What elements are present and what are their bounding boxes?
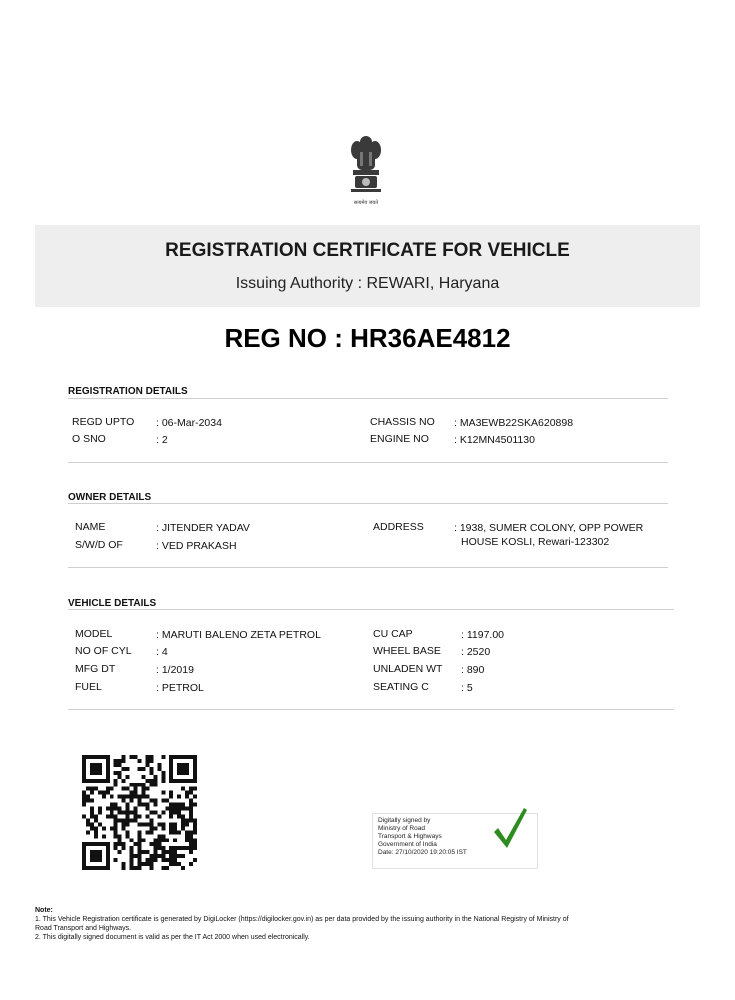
section-divider [68, 609, 674, 610]
chassis-no-value: : MA3EWB22SKA620898 [454, 417, 574, 429]
note-section [35, 906, 705, 942]
engine-no-label: ENGINE NO [370, 433, 429, 445]
note-line: 1. This Vehicle Registration certificate is generated by DigiLocker (https://digilocker.gov.in) as per data provided by the issuing authority in the National Registry of Ministry of [35, 916, 569, 923]
signature-date: Date: 27/10/2020 19:20:05 IST [378, 849, 467, 856]
note-line: 2. This digitally signed document is valid as per the IT Act 2000 when used electronically. [35, 934, 310, 941]
model-label: MODEL [75, 628, 113, 640]
model-value: : MARUTI BALENO ZETA PETROL [156, 629, 321, 641]
section-divider [68, 462, 668, 463]
owner-details-heading: OWNER DETAILS [68, 492, 152, 503]
o-sno-label: O SNO [72, 433, 106, 445]
unladen-wt-label: UNLADEN WT [373, 663, 443, 675]
registration-number: REG NO : HR36AE4812 [224, 323, 511, 353]
seating-c-value: : 5 [461, 682, 473, 694]
mfg-dt-value: : 1/2019 [156, 664, 194, 676]
mfg-dt-label: MFG DT [75, 663, 116, 675]
signature-line: Government of India [378, 841, 437, 848]
wheel-base-label: WHEEL BASE [373, 645, 441, 657]
seating-c-label: SEATING C [373, 681, 429, 693]
registration-details-heading: REGISTRATION DETAILS [68, 386, 188, 397]
section-divider [68, 398, 668, 399]
address-line2: HOUSE KOSLI, Rewari-123302 [461, 536, 610, 548]
no-of-cyl-label: NO OF CYL [75, 645, 132, 657]
signature-line: Transport & Highways [378, 833, 442, 840]
vehicle-details-heading: VEHICLE DETAILS [68, 598, 157, 609]
section-divider [68, 709, 674, 710]
section-divider [68, 503, 668, 504]
chassis-no-label: CHASSIS NO [370, 416, 435, 428]
no-of-cyl-value: : 4 [156, 646, 168, 658]
fuel-value: : PETROL [156, 682, 204, 694]
header-band [35, 225, 700, 307]
section-divider [68, 567, 668, 568]
certificate-title: REGISTRATION CERTIFICATE FOR VEHICLE [165, 240, 570, 261]
swd-of-label: S/W/D OF [75, 539, 123, 551]
unladen-wt-value: : 890 [461, 664, 485, 676]
swd-of-value: : VED PRAKASH [156, 540, 237, 552]
issuing-authority: Issuing Authority : REWARI, Haryana [235, 275, 500, 292]
cu-cap-value: : 1197.00 [461, 629, 505, 641]
signature-line: Digitally signed by [378, 817, 431, 824]
regd-upto-value: : 06-Mar-2034 [156, 417, 222, 429]
wheel-base-value: : 2520 [461, 646, 491, 658]
o-sno-value: : 2 [156, 434, 168, 446]
signature-line: Ministry of Road [378, 825, 425, 832]
address-line1: : 1938, SUMER COLONY, OPP POWER [454, 522, 644, 534]
note-line: Road Transport and Highways. [35, 925, 132, 932]
name-value: : JITENDER YADAV [156, 522, 250, 534]
name-label: NAME [75, 521, 106, 533]
note-heading: Note: [35, 907, 53, 914]
cu-cap-label: CU CAP [373, 628, 413, 640]
fuel-label: FUEL [75, 681, 102, 693]
checkmark-icon [492, 806, 528, 850]
address-label: ADDRESS [373, 521, 424, 533]
regd-upto-label: REGD UPTO [72, 416, 135, 428]
engine-no-value: : K12MN4501130 [454, 434, 535, 446]
qr-code-icon [82, 755, 197, 870]
emblem-caption: सत्यमेव जयते [353, 200, 379, 206]
